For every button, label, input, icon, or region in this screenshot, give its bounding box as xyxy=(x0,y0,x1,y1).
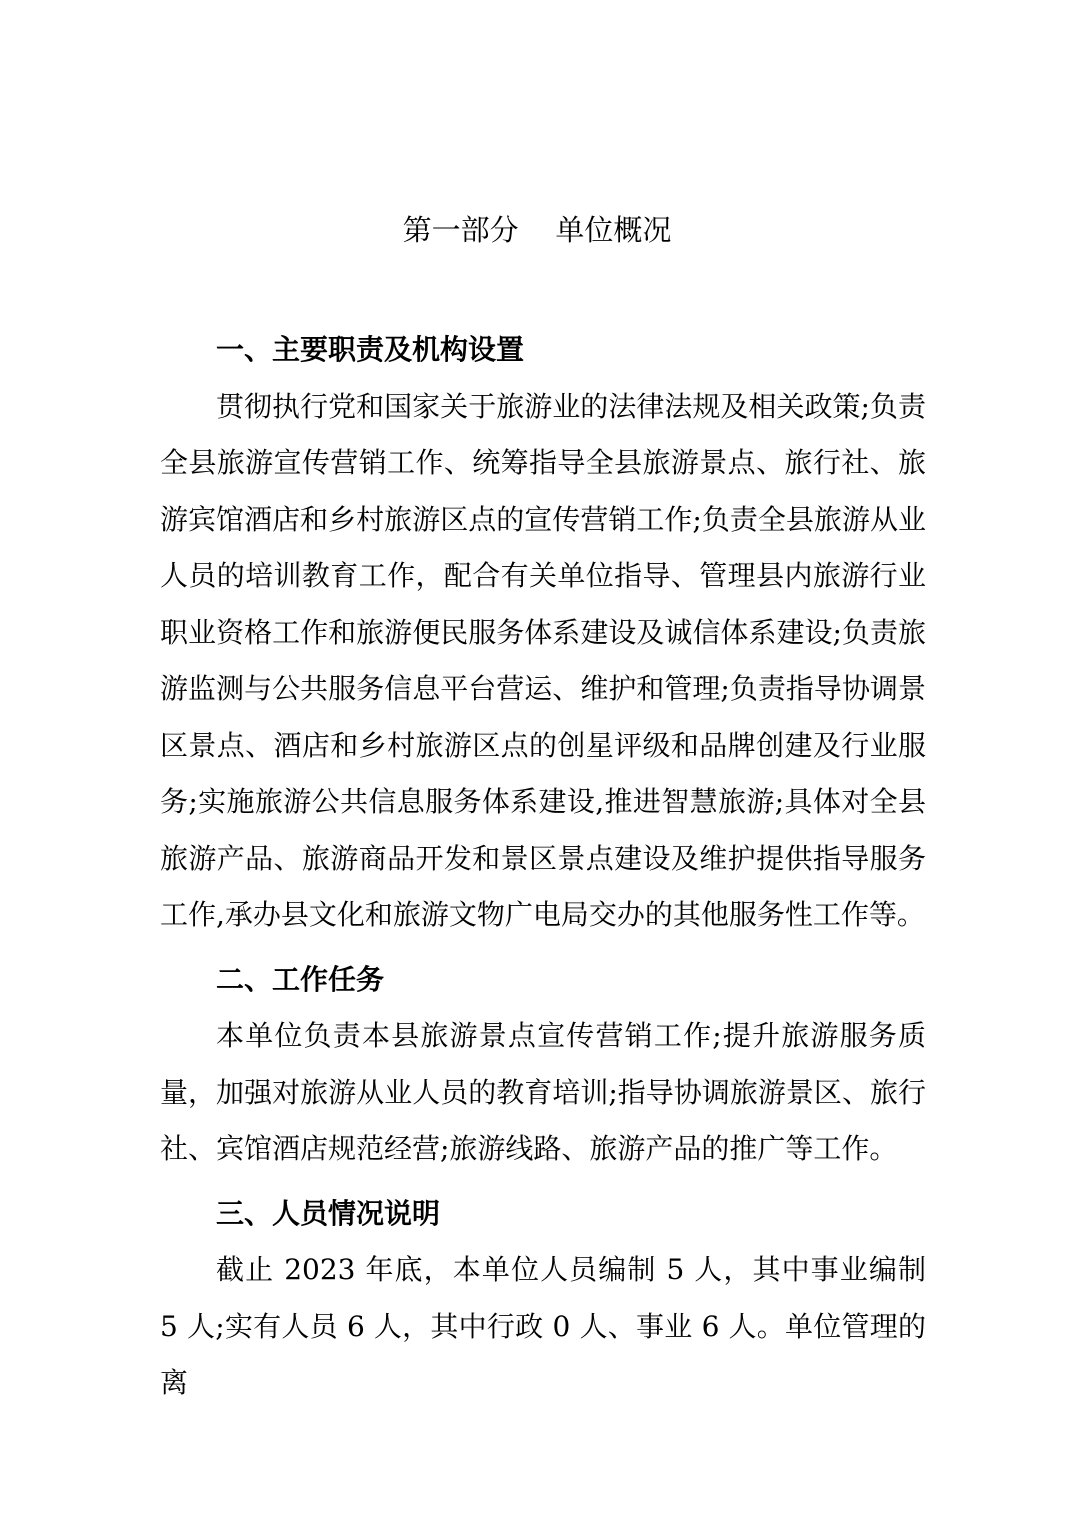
document-body xyxy=(160,322,926,1412)
section-body-tasks: 本单位负责本县旅游景点宣传营销工作;提升旅游服务质量，加强对旅游从业人员的教育培训;指导协调旅游景区、旅行社、宾馆酒店规范经营;旅游线路、旅游产品的推广等工作。 xyxy=(160,1019,926,1165)
section-heading-responsibilities: 一、主要职责及机构设置 xyxy=(216,333,525,366)
page-title: 第一部分 单位概况 xyxy=(402,213,672,247)
section-body-responsibilities: 贯彻执行党和国家关于旅游业的法律法规及相关政策;负责全县旅游宣传营销工作、统筹指导全县旅游景点、旅行社、旅游宾馆酒店和乡村旅游区点的宣传营销工作;负责全县旅游从业人员的培训教育工作，配合有关单位指导、管理县内旅游行业职业资格工作和旅游便民服务体系建设及诚信体系建设;负责旅游监测与公共服务信息平台营运、维护和管理;负责指导协调景区景点、酒店和乡村旅游区点的创星评级和品牌创建及行业服务;实施旅游公共信息服务体系建设,推进智慧旅游;具体对全县旅游产品、旅游商品开发和景区景点建设及维护提供指导服务工作,承办县文化和旅游文物广电局交办的其他服务性工作等。 xyxy=(160,389,926,931)
section-heading-staffing: 三、人员情况说明 xyxy=(216,1196,441,1230)
section-heading-tasks: 二、工作任务 xyxy=(216,962,385,996)
section-body-staffing: 截止 2023 年底，本单位人员编制 5 人，其中事业编制 5 人;实有人员 6 人，其中行政 0 人、事业 6 人。单位管理的离 xyxy=(160,1253,926,1399)
